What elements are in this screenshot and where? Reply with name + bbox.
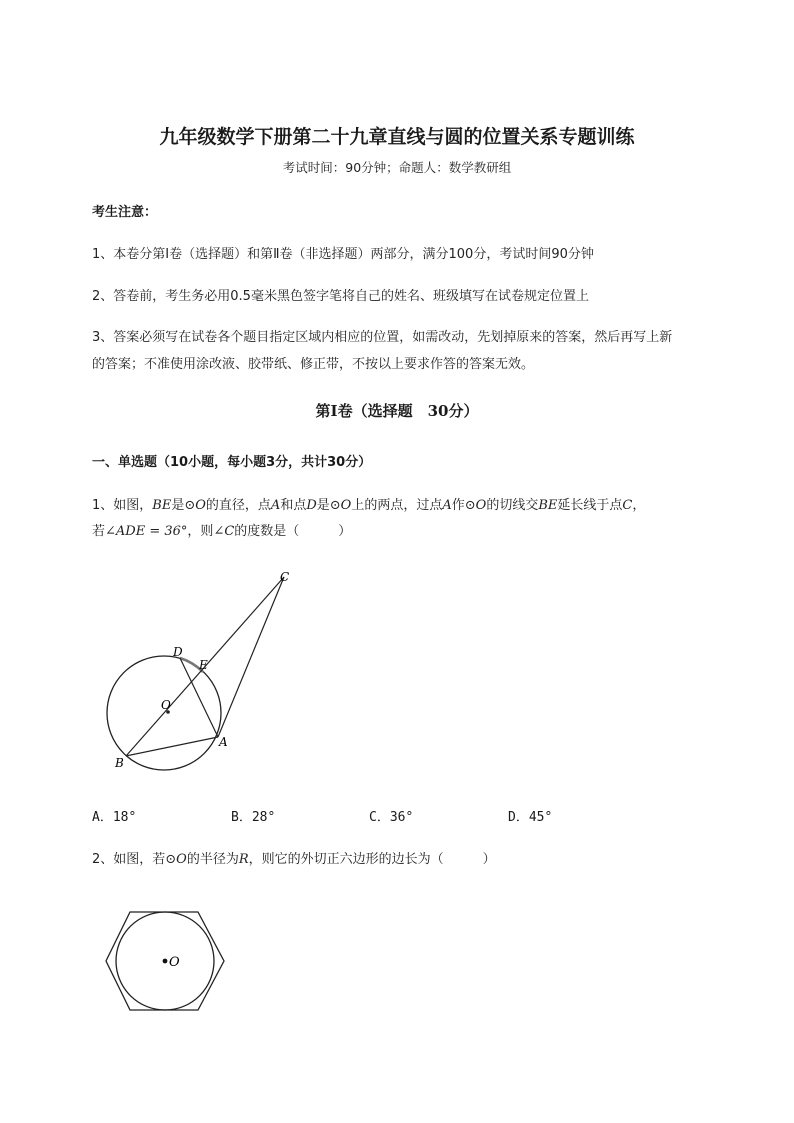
question-1-line-1: 1、如图，BE是⊙O的直径，点A和点D是⊙O上的两点，过点A作⊙O的切线交BE延长线于点C， — [92, 498, 646, 513]
question-2-figure — [100, 900, 230, 1020]
label-c: C — [280, 570, 290, 584]
notice-line-3a: 3、答案必须写在试卷各个题目指定区域内相应的位置，如需改动，先划掉原来的答案，然后再写上新 — [92, 330, 673, 345]
notice-line-2: 2、答卷前，考生务必用0.5毫米黑色签字笔将自己的姓名、班级填写在试卷规定位置上 — [92, 289, 589, 304]
label-o: O — [169, 955, 180, 970]
center-point-o — [163, 959, 168, 964]
part-heading: 一、单选题（10小题，每小题3分，共计30分） — [92, 455, 372, 470]
page-title: 九年级数学下册第二十九章直线与圆的位置关系专题训练 — [159, 126, 635, 148]
option-a[interactable]: A．18° — [92, 810, 137, 825]
question-2-line-1: 2、如图，若⊙O的半径为R，则它的外切正六边形的边长为（ ） — [92, 852, 496, 867]
tangent-ac — [218, 577, 284, 737]
section-title: 第Ⅰ卷（选择题 30分） — [315, 402, 479, 420]
notice-line-3b: 的答案；不准使用涂改液、胶带纸、修正带，不按以上要求作答的答案无效。 — [92, 357, 535, 372]
option-b[interactable]: B．28° — [231, 810, 276, 825]
question-1-line-2: 若∠ADE = 36°，则∠C的度数是（ ） — [92, 524, 352, 539]
option-d[interactable]: D．45° — [508, 810, 553, 825]
label-a: A — [219, 735, 228, 749]
label-o: O — [161, 698, 171, 712]
notice-heading: 考生注意： — [92, 205, 158, 220]
notice-line-1: 1、本卷分第Ⅰ卷（选择题）和第Ⅱ卷（非选择题）两部分，满分100分，考试时间90分钟 — [92, 247, 594, 262]
label-e: E — [199, 658, 208, 672]
label-d: D — [173, 645, 183, 659]
exam-info: 考试时间：90分钟；命题人：数学教研组 — [282, 160, 512, 175]
question-1-figure — [90, 560, 320, 780]
label-b: B — [115, 756, 124, 770]
option-c[interactable]: C．36° — [369, 810, 414, 825]
